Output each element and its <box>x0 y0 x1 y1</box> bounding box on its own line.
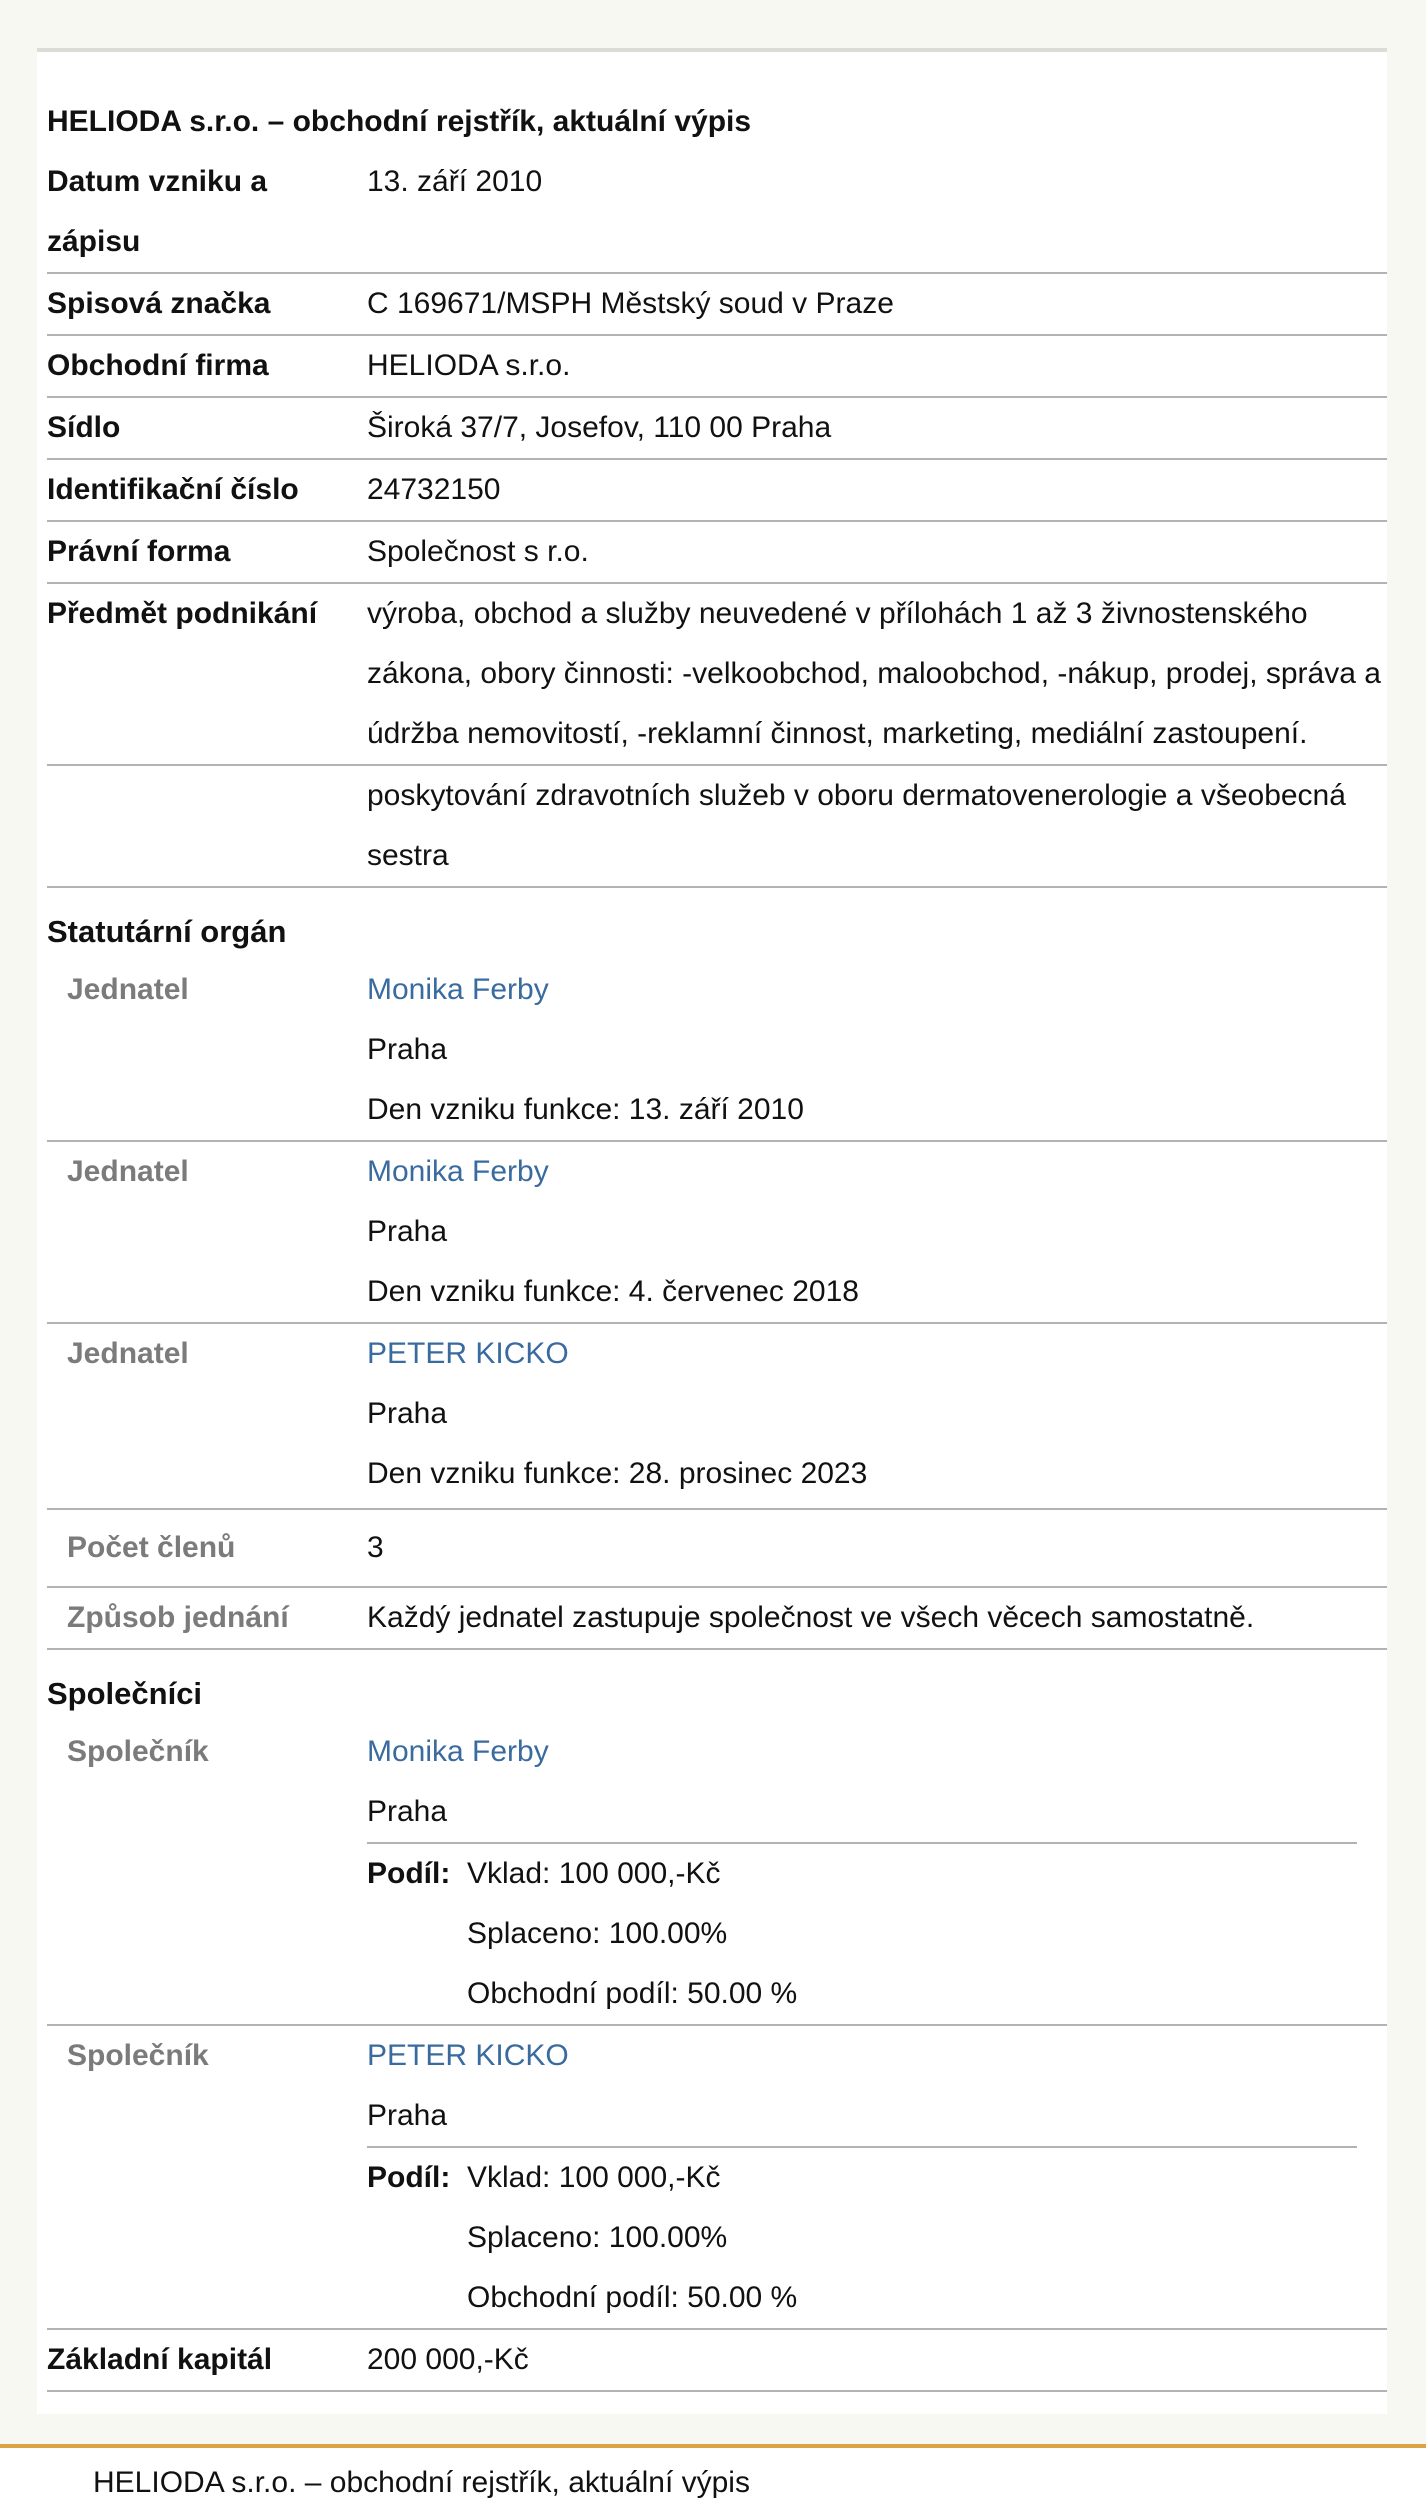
person-link[interactable]: Monika Ferby <box>367 973 549 1006</box>
row-value: výroba, obchod a služby neuvedené v přílohách 1 až 3 živnostenského zákona, obory činnosti: -velkoobchod, maloobchod, -nákup, prodej, správa a údržba nemovitostí, -reklamní činnost, marketing, mediální zastoupení. <box>367 597 1381 750</box>
row-value: HELIODA s.r.o. <box>367 349 571 382</box>
row-label: Počet členů <box>67 1531 236 1564</box>
jednatel-details <box>367 1324 1387 1504</box>
row-label: Identifikační číslo <box>47 473 299 506</box>
share-vklad: Vklad: 100 000,-Kč <box>467 2161 721 2194</box>
row-value: 3 <box>367 1531 384 1564</box>
row-predmet-2 <box>47 766 1387 888</box>
share-block <box>367 1842 1357 2024</box>
spolecnik-label: Společník <box>67 2039 209 2072</box>
section-spolecnici: Společníci <box>47 1676 203 1711</box>
row-sidlo <box>47 398 1387 460</box>
share-vklad: Vklad: 100 000,-Kč <box>467 1857 721 1890</box>
row-label: Právní forma <box>47 535 231 568</box>
row-value: 200 000,-Kč <box>367 2343 529 2376</box>
row-label-empty <box>47 766 367 886</box>
row-label: Způsob jednání <box>67 1601 289 1634</box>
row-kapital <box>47 2330 1387 2392</box>
row-label: Datum vzniku a zápisu <box>47 165 268 258</box>
share-block <box>367 2146 1357 2328</box>
person-since: Den vzniku funkce: 4. červenec 2018 <box>367 1275 859 1308</box>
row-value: Každý jednatel zastupuje společnost ve všech věcech samostatně. <box>367 1601 1255 1634</box>
person-link[interactable]: PETER KICKO <box>367 1337 569 1370</box>
spolecnik-details <box>367 1722 1387 2024</box>
row-value: 13. září 2010 <box>367 165 543 198</box>
person-since: Den vzniku funkce: 28. prosinec 2023 <box>367 1457 868 1490</box>
footer <box>0 2444 1426 2518</box>
share-values <box>467 2148 797 2328</box>
row-pocet <box>47 1510 1387 1588</box>
person-city: Praha <box>367 1397 448 1430</box>
jednatel-label: Jednatel <box>67 1337 189 1370</box>
person-city: Praha <box>367 1795 448 1828</box>
share-values <box>467 1844 797 2024</box>
page-title: HELIODA s.r.o. – obchodní rejstřík, aktuální výpis <box>47 105 752 138</box>
row-value: 24732150 <box>367 473 501 506</box>
row-zpusob <box>47 1588 1387 1650</box>
row-forma <box>47 522 1387 584</box>
person-link[interactable]: PETER KICKO <box>367 2039 569 2072</box>
share-splaceno: Splaceno: 100.00% <box>467 2221 728 2254</box>
row-firma <box>47 336 1387 398</box>
register-card <box>37 48 1387 2414</box>
person-city: Praha <box>367 2099 448 2132</box>
share-splaceno: Splaceno: 100.00% <box>467 1917 728 1950</box>
row-label: Spisová značka <box>47 287 271 320</box>
spolecnik-details <box>367 2026 1387 2328</box>
person-since: Den vzniku funkce: 13. září 2010 <box>367 1093 804 1126</box>
footer-title: HELIODA s.r.o. – obchodní rejstřík, aktuální výpis <box>93 2466 750 2499</box>
row-datum <box>47 152 1387 274</box>
row-predmet <box>47 584 1387 766</box>
spolecnik-1 <box>47 1722 1387 2026</box>
row-value: Společnost s r.o. <box>367 535 589 568</box>
jednatel-label: Jednatel <box>67 1155 189 1188</box>
row-value: poskytování zdravotních služeb v oboru dermatovenerologie a všeobecná sestra <box>367 779 1346 872</box>
person-link[interactable]: Monika Ferby <box>367 1735 549 1768</box>
jednatel-3 <box>47 1324 1387 1510</box>
row-label: Sídlo <box>47 411 121 444</box>
section-statutar: Statutární orgán <box>47 914 287 949</box>
jednatel-2 <box>47 1142 1387 1324</box>
row-value: C 169671/MSPH Městský soud v Praze <box>367 287 894 320</box>
spolecnik-label: Společník <box>67 1735 209 1768</box>
share-label: Podíl: <box>367 1857 451 1890</box>
jednatel-label: Jednatel <box>67 973 189 1006</box>
row-spis <box>47 274 1387 336</box>
jednatel-1 <box>47 960 1387 1142</box>
row-value: Široká 37/7, Josefov, 110 00 Praha <box>367 411 832 444</box>
share-label: Podíl: <box>367 2161 451 2194</box>
row-label: Předmět podnikání <box>47 597 318 630</box>
register-content <box>47 52 1387 2392</box>
row-label: Základní kapitál <box>47 2343 273 2376</box>
jednatel-details <box>367 1142 1387 1322</box>
spolecnik-2 <box>47 2026 1387 2330</box>
person-link[interactable]: Monika Ferby <box>367 1155 549 1188</box>
share-podil: Obchodní podíl: 50.00 % <box>467 2281 798 2314</box>
person-city: Praha <box>367 1033 448 1066</box>
jednatel-details <box>367 960 1387 1140</box>
row-ico <box>47 460 1387 522</box>
row-label: Obchodní firma <box>47 349 269 382</box>
share-podil: Obchodní podíl: 50.00 % <box>467 1977 798 2010</box>
person-city: Praha <box>367 1215 448 1248</box>
